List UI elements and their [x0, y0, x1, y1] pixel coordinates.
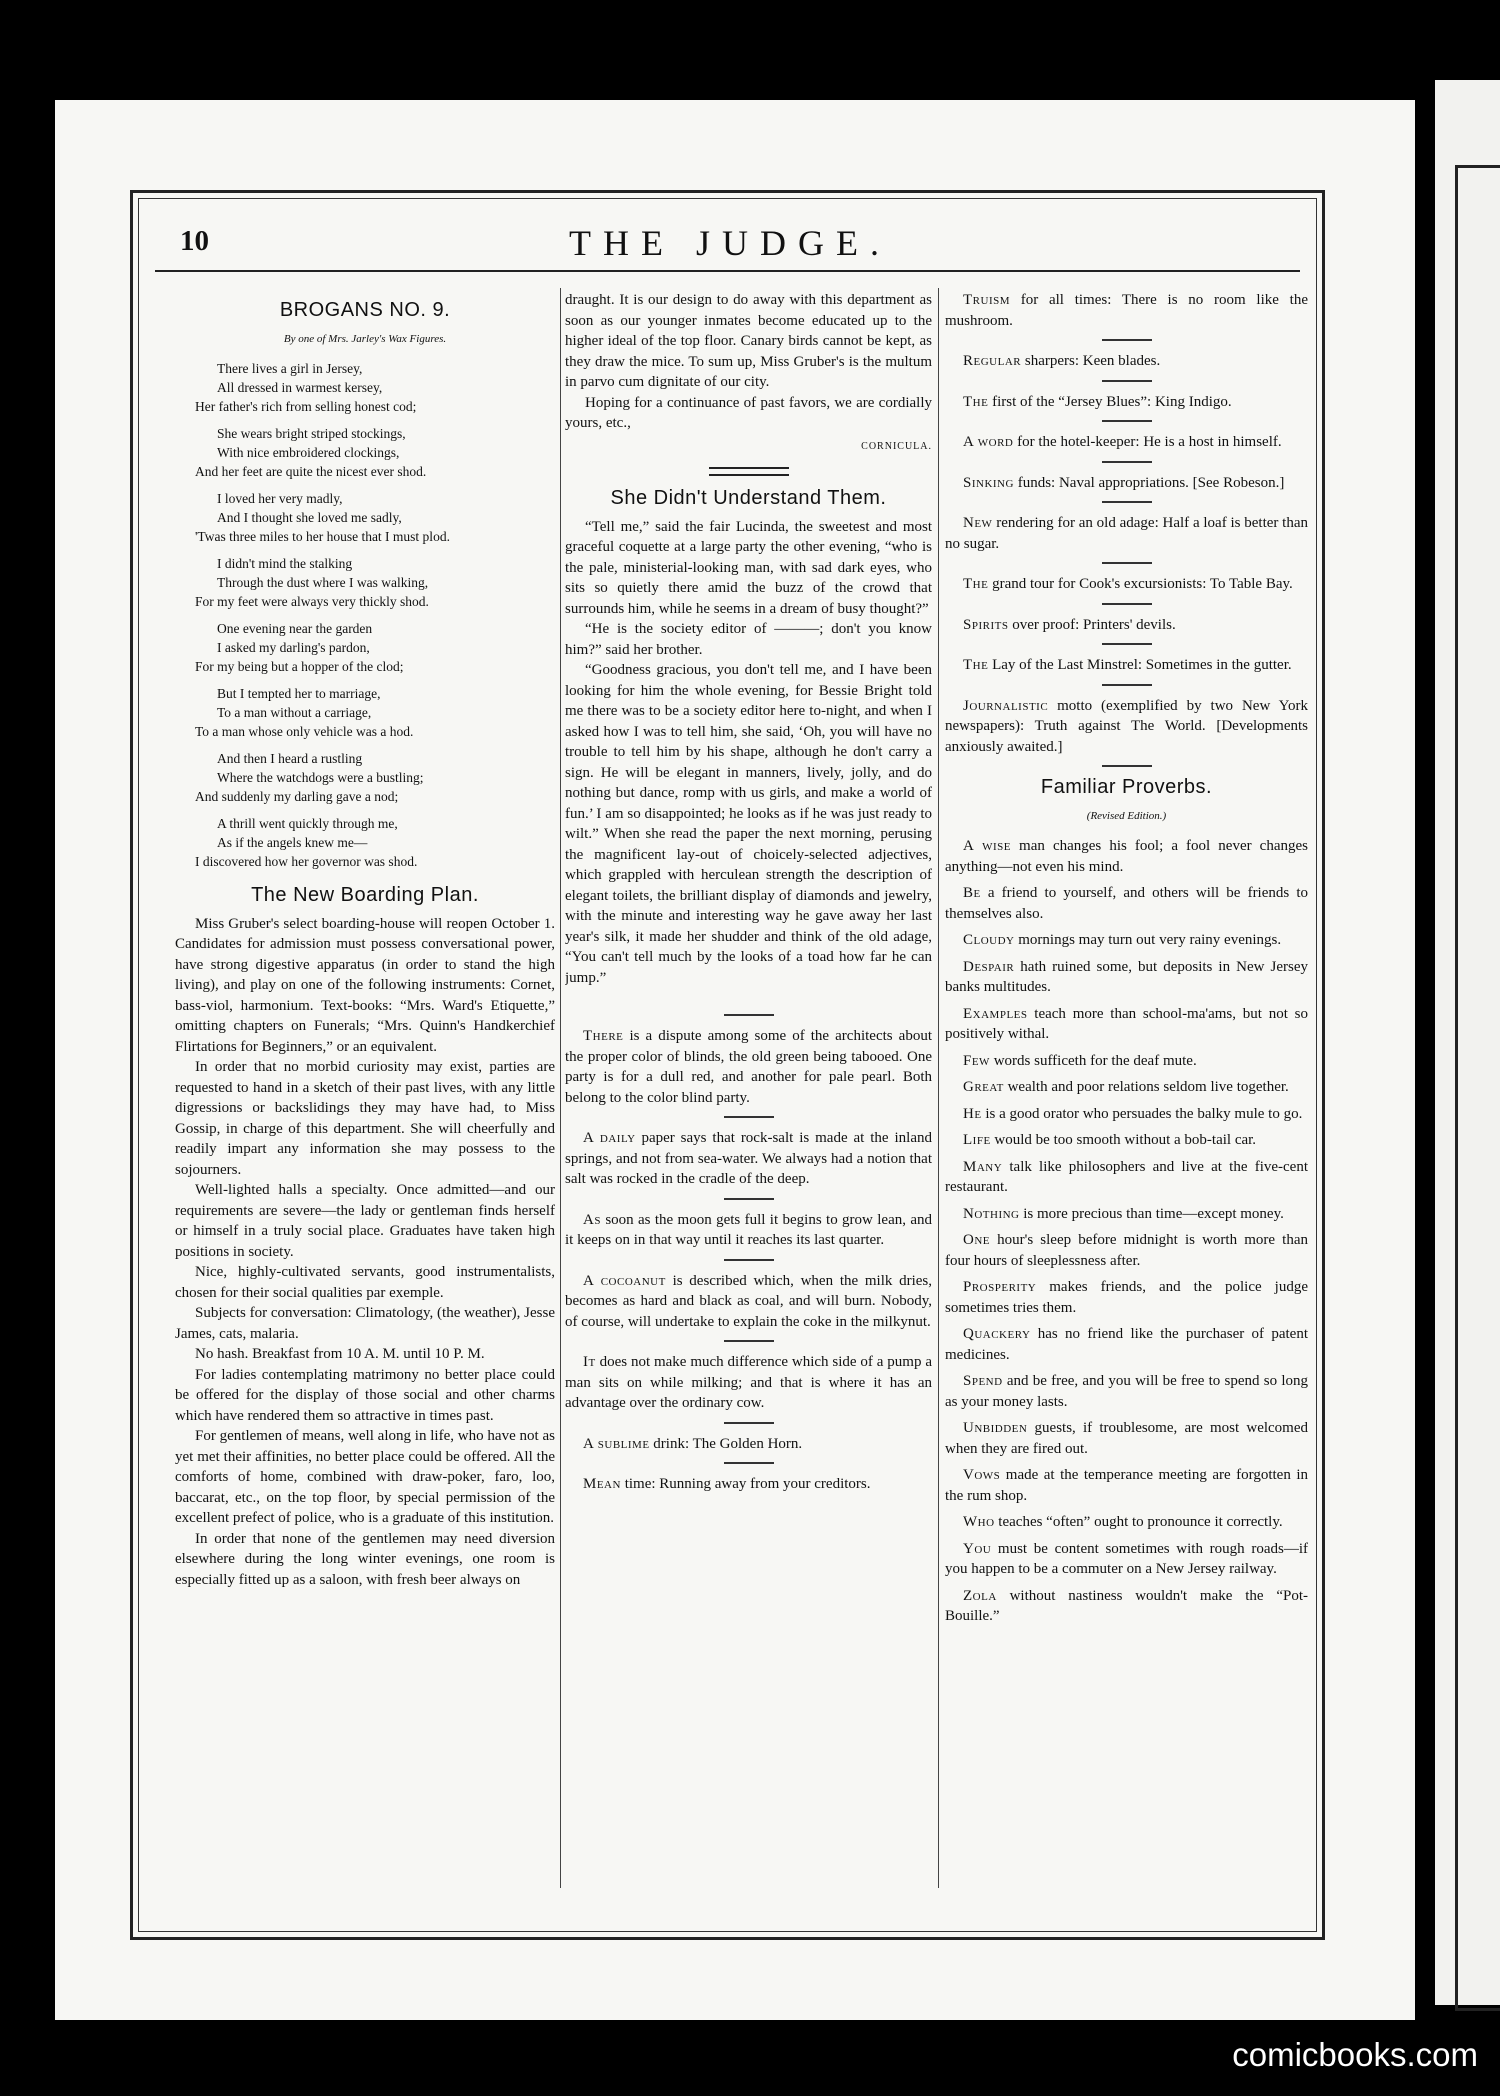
poem-title: BROGANS NO. 9. [279, 299, 451, 321]
item-text: motto (exemplified by two New York newspapers): Truth against The World. [Developments anxiously awaited.] [945, 697, 1308, 755]
item-lead-word: One [963, 1232, 990, 1248]
item-paragraph [945, 432, 1308, 453]
item-rule [1102, 380, 1152, 382]
item-text: man changes his fool; a fool never changes anything—not even his mind. [945, 838, 1308, 875]
item-rule [1102, 420, 1152, 422]
paragraph: “Goodness gracious, you don't tell me, and I have been looking for him the whole evening, for Bessie Bright told me there was to be a society editor here to-night, and when I asked how I was to tell him, she said, ‘Oh, you will have no trouble to tell him by his shape, although he don't carry a sign. He will be elegant in manners, lively, jolly, and do nothing but dance, romp with us girls, and make a world of fun.’ I am so disappointed; he looks as if he was just ready to wilt.” When she read the paper the next morning, perusing the magnificent lay-out of choicely-selected adjectives, which grappled with herculean strength the description of elegant toilets, the brilliant display of diamonds and jewelry, with the minute and interesting way he gave away her last year's silk, it made her shudder and think of the old adage, “You can't tell much by the looks of a toad how far he can jump.” [565, 662, 932, 986]
paragraph: In order that none of the gentlemen may need diversion elsewhere during the long winter evenings, one room is especially fitted up as a saloon, with fresh beer always on [175, 1530, 555, 1588]
item-text: for the hotel-keeper: He is a host in himself. [1013, 434, 1282, 450]
item-paragraph [945, 473, 1308, 494]
item-lead-word: You [963, 1540, 992, 1557]
item-text: hath ruined some, but deposits in New Jersey banks multitudes. [945, 958, 1308, 995]
poem-line: One evening near the garden [217, 621, 373, 636]
item-lead-word: The [963, 393, 989, 410]
item-paragraph [945, 957, 1308, 998]
item-text: over proof: Printers' devils. [1008, 616, 1176, 633]
item-text: does not make much difference which side of a pump a man sits on while milking; and that is where it has an advantage over the ordinary cow. [565, 1354, 932, 1411]
item-lead-word: Nothing [963, 1205, 1020, 1222]
item-rule [724, 1462, 774, 1464]
poem-line: To a man without a carriage, [217, 705, 372, 720]
item-lead-word: Despair [963, 958, 1015, 975]
item-rule [724, 1014, 774, 1016]
item-text: Lay of the Last Minstrel: Sometimes in the gutter. [988, 657, 1292, 673]
item-text: paper says that rock-salt is made at the inland springs, and not from sea-water. We always had a notion that salt was rocked in the cradle of the deep. [565, 1130, 932, 1187]
item-lead-word: Quackery [963, 1326, 1031, 1342]
item-text: teaches “often” ought to pronounce it correctly. [994, 1514, 1283, 1530]
item-lead-word: Cloudy [963, 932, 1015, 948]
paragraph: In order that no morbid curiosity may exist, parties are requested to hand in a sketch of their past lives, with any little digressions or backslidings they may have had, to Miss Gossip, in charge of this department. She will cheerfully and readily impart any information she may possess to the sojourners. [175, 1059, 555, 1178]
item-text: rendering for an old adage: Half a loaf is better than no sugar. [945, 515, 1308, 552]
item-text: wealth and poor relations seldom live together. [1003, 1079, 1289, 1095]
adjacent-page-edge [1435, 80, 1500, 2005]
paragraph: No hash. Breakfast from 10 A. M. until 10 P. M. [195, 1346, 485, 1362]
item-lead-word: A daily [583, 1130, 636, 1146]
paragraph: Subjects for conversation: Climatology, (the weather), Jesse James, cats, malaria. [175, 1305, 555, 1342]
item-lead-word: Be [963, 885, 981, 901]
item-paragraph [945, 290, 1308, 331]
item-text: without nastiness wouldn't make the “Pot-Bouille.” [945, 1587, 1308, 1624]
signature: CORNICULA. [861, 440, 932, 452]
item-rule [724, 1198, 774, 1200]
item-text: has no friend like the purchaser of patent medicines. [945, 1326, 1308, 1363]
poem-line: All dressed in warmest kersey, [217, 380, 383, 395]
col3-paragraphs [945, 290, 1308, 767]
item-text: made at the temperance meeting are forgotten in the rum shop. [945, 1467, 1308, 1504]
item-paragraph [945, 1204, 1308, 1225]
col2-paragraphs [565, 1026, 932, 1495]
item-lead-word: A word [963, 434, 1014, 450]
item-lead-word: As [583, 1211, 601, 1228]
item-paragraph [565, 1128, 932, 1190]
item-lead-word: He [963, 1105, 982, 1122]
item-lead-word: Journalistic [963, 697, 1049, 714]
paragraph: Hoping for a continuance of past favors, we are cordially yours, etc., [565, 394, 932, 431]
item-text: teach more than school-ma'ams, but not so positively withal. [945, 1005, 1308, 1042]
item-paragraph [945, 1418, 1308, 1459]
item-text: sharpers: Keen blades. [1021, 353, 1161, 369]
masthead-rule [155, 270, 1300, 272]
poem-stanza [195, 489, 555, 546]
item-paragraph [945, 574, 1308, 595]
paragraph: Miss Gruber's select boarding-house will reopen October 1. Candidates for admission must possess conversational power, have strong digestive apparatus (in order to stand the high living), and play on one of the following instruments: Cornet, bass-viol, harmonium. Text-books: “Mrs. Ward's Etiquette,” omitting chapters on Funerals; “Mrs. Quinn's Handkerchief Flirtations for Beginners,” or an equivalent. [175, 915, 555, 1055]
item-text: hour's sleep before midnight is worth more than four hours of sleeplessness after. [945, 1232, 1308, 1269]
item-lead-word: A cocoanut [583, 1272, 666, 1289]
item-lead-word: Spend [963, 1373, 1003, 1389]
poem-line: 'Twas three miles to her house that I must plod. [195, 529, 450, 544]
item-rule [724, 1340, 774, 1342]
item-rule [1102, 501, 1152, 503]
poem-line: I asked my darling's pardon, [217, 640, 370, 655]
item-paragraph [945, 930, 1308, 951]
item-text: is a good orator who persuades the balky mule to go. [981, 1105, 1303, 1122]
poem-byline: By one of Mrs. Jarley's Wax Figures. [283, 332, 447, 345]
column-3 [945, 290, 1308, 1926]
item-rule [1102, 684, 1152, 686]
poem-line: And I thought she loved me sadly, [217, 510, 402, 525]
paragraph: For ladies contemplating matrimony no better place could be offered for the display of those social and other charms which have rendered them so attractive in times past. [175, 1366, 555, 1424]
didnt-article [565, 517, 932, 989]
poem-line: A thrill went quickly through me, [217, 816, 398, 831]
item-rule [1102, 643, 1152, 645]
item-paragraph [945, 1512, 1308, 1533]
item-paragraph [945, 836, 1308, 877]
masthead-title: THE JUDGE. [569, 223, 891, 263]
poem-stanzas [175, 359, 555, 871]
item-text: mornings may turn out very rainy evenings. [1014, 932, 1282, 948]
item-lead-word: Spirits [963, 616, 1009, 633]
item-lead-word: There [583, 1028, 624, 1044]
item-paragraph [945, 1465, 1308, 1506]
poem-stanza [195, 749, 555, 806]
boarding-title: The New Boarding Plan. [251, 884, 479, 906]
item-lead-word: Truism [963, 292, 1011, 308]
poem-line: I didn't mind the stalking [217, 556, 353, 571]
item-paragraph [945, 351, 1308, 372]
column-1 [175, 290, 555, 1926]
item-paragraph [945, 615, 1308, 636]
item-paragraph [945, 1130, 1308, 1151]
poem-line: I loved her very madly, [217, 491, 343, 506]
item-lead-word: Life [963, 1132, 991, 1148]
item-rule [1102, 339, 1152, 341]
item-paragraph [565, 1271, 932, 1333]
poem-stanza [195, 619, 555, 676]
paragraph: For gentlemen of means, well along in life, who have not as yet met their affinities, no better place could be offered. All the comforts of home, combined with draw-poker, faro, loo, baccarat, etc., on the top floor, by special permission of the excellent prefect of police, who is a graduate of this institution. [175, 1428, 555, 1526]
poem-line: Through the dust where I was walking, [217, 575, 429, 590]
item-paragraph [945, 1277, 1308, 1318]
item-paragraph [945, 1051, 1308, 1072]
item-paragraph [945, 1104, 1308, 1125]
poem-line: For my being but a hopper of the clod; [195, 659, 404, 674]
item-lead-word: A sublime [583, 1435, 650, 1452]
item-rule [1102, 461, 1152, 463]
item-text: for all times: There is no room like the mushroom. [945, 292, 1308, 329]
item-lead-word: The [963, 657, 989, 673]
item-rule [1102, 562, 1152, 564]
item-lead-word: Vows [963, 1467, 1001, 1483]
poem-stanza [195, 814, 555, 871]
item-lead-word: Prosperity [963, 1279, 1037, 1295]
item-text: talk like philosophers and live at the five-cent restaurant. [945, 1158, 1308, 1195]
poem-stanza [195, 554, 555, 611]
paragraph: “Tell me,” said the fair Lucinda, the sweetest and most graceful coquette at a large party the other evening, “who is the pale, ministerial-looking man, with sad dark eyes, who sits so quietly there amid the buzz of the crowd that surrounds him, while he seems in a dream of busy thought?” [565, 518, 932, 617]
boarding-article [175, 914, 555, 1591]
item-text: drink: The Golden Horn. [649, 1435, 803, 1452]
item-paragraph [565, 1434, 932, 1455]
item-text: grand tour for Cook's excursionists: To Table Bay. [988, 576, 1293, 592]
item-paragraph [945, 655, 1308, 676]
item-paragraph [945, 696, 1308, 758]
poem-line: Her father's rich from selling honest cod; [195, 399, 417, 414]
item-rule [1102, 765, 1152, 767]
item-lead-word: Many [963, 1158, 1003, 1175]
item-paragraph [945, 392, 1308, 413]
item-text: first of the “Jersey Blues”: King Indigo. [988, 393, 1232, 410]
item-paragraph [945, 513, 1308, 554]
item-paragraph [945, 1157, 1308, 1198]
item-lead-word: Zola [963, 1587, 997, 1604]
poem-line: And then I heard a rustling [217, 751, 363, 766]
item-text: is a dispute among some of the architects about the proper color of blinds, the old green being tabooed. One party is for a dull red, and another for pale pearl. Both belong to the color blind party. [565, 1028, 932, 1106]
boarding-continuation [565, 290, 932, 434]
paragraph: Nice, highly-cultivated servants, good instrumentalists, chosen for their social qualities par exemple. [175, 1264, 555, 1301]
item-text: words sufficeth for the deaf mute. [989, 1052, 1197, 1069]
paragraph: draught. It is our design to do away with this department as soon as our younger inmates become educated up to the higher ideal of the top floor. Canary birds cannot be kept, as they draw the mice. To sum up, Miss Gruber's is the multum in parvo cum dignitate of our city. [565, 292, 932, 390]
item-paragraph [945, 883, 1308, 924]
poem-line: She wears bright striped stockings, [217, 426, 406, 441]
item-text: is described which, when the milk dries, becomes as hard and black as coal, and will burn. Nobody, of course, will undertake to explain the coke in the milkynut. [565, 1272, 932, 1330]
item-lead-word: Regular [963, 353, 1022, 369]
section-rule [709, 467, 789, 476]
item-paragraph [565, 1210, 932, 1251]
item-paragraph [945, 1586, 1308, 1627]
poem-stanza [195, 424, 555, 481]
item-text: would be too smooth without a bob-tail car. [990, 1132, 1257, 1148]
item-rule [724, 1259, 774, 1261]
item-text: funds: Naval appropriations. [See Robeson.] [1013, 474, 1285, 491]
item-text: time: Running away from your creditors. [620, 1476, 871, 1492]
item-paragraph [945, 1539, 1308, 1580]
poem-line: I discovered how her governor was shod. [195, 854, 418, 869]
poem-line: And suddenly my darling gave a nod; [195, 789, 399, 804]
item-paragraph [945, 1230, 1308, 1271]
item-lead-word: Mean [583, 1476, 621, 1492]
paragraph: “He is the society editor of ———; don't you know him?” said her brother. [565, 621, 932, 658]
item-text: is more precious than time—except money. [1019, 1205, 1284, 1222]
column-divider [560, 288, 561, 1888]
item-text: must be content sometimes with rough roads—if you happen to be a commuter on a New Jersey railway. [945, 1540, 1308, 1577]
item-text: makes friends, and the police judge sometimes tries them. [945, 1279, 1308, 1316]
paragraph: Well-lighted halls a specialty. Once admitted—and our requirements are severe—the lady or gentleman finds herself or himself in a truly social place. Graduates have taken high positions in society. [175, 1182, 555, 1260]
proverbs-list [945, 836, 1308, 1627]
item-lead-word: Few [963, 1052, 990, 1069]
poem-stanza [195, 684, 555, 741]
item-rule [1102, 603, 1152, 605]
item-text: and be free, and you will be free to spend so long as your money lasts. [945, 1373, 1308, 1410]
poem-line: Where the watchdogs were a bustling; [217, 770, 424, 785]
poem-line: And her feet are quite the nicest ever shod. [195, 464, 427, 479]
poem-line: For my feet were always very thickly shod. [195, 594, 429, 609]
item-paragraph [945, 1371, 1308, 1412]
poem-stanza [195, 359, 555, 416]
item-lead-word: The [963, 576, 989, 592]
item-rule [724, 1422, 774, 1424]
poem-line: There lives a girl in Jersey, [217, 361, 363, 376]
poem-line: To a man whose only vehicle was a hod. [195, 724, 414, 739]
poem-line: As if the angels knew me— [217, 835, 368, 850]
item-lead-word: Who [963, 1514, 995, 1530]
item-text: a friend to yourself, and others will be friends to themselves also. [945, 885, 1308, 922]
column-2 [565, 290, 932, 1926]
item-lead-word: Unbidden [963, 1420, 1028, 1436]
item-lead-word: A wise [963, 838, 1011, 854]
item-lead-word: Examples [963, 1005, 1028, 1022]
item-rule [724, 1116, 774, 1118]
watermark: comicbooks.com [1232, 2036, 1478, 2073]
item-paragraph [565, 1026, 932, 1108]
page-number: 10 [180, 225, 209, 257]
item-text: guests, if troublesome, are most welcomed when they are fired out. [945, 1420, 1308, 1457]
proverbs-subtitle: (Revised Edition.) [1086, 809, 1167, 822]
poem-line: But I tempted her to marriage, [217, 686, 381, 701]
item-paragraph [945, 1077, 1308, 1098]
poem-line: With nice embroidered clockings, [217, 445, 400, 460]
didnt-title: She Didn't Understand Them. [610, 487, 887, 509]
item-lead-word: Great [963, 1079, 1004, 1095]
item-paragraph [565, 1352, 932, 1414]
item-lead-word: New [963, 515, 993, 531]
item-lead-word: It [583, 1354, 596, 1370]
item-lead-word: Sinking [963, 474, 1014, 491]
item-text: soon as the moon gets full it begins to grow lean, and it keeps on in that way until it reaches its last quarter. [565, 1211, 932, 1248]
column-divider [938, 288, 939, 1888]
item-paragraph [565, 1474, 932, 1495]
item-paragraph [945, 1324, 1308, 1365]
item-paragraph [945, 1004, 1308, 1045]
proverbs-title: Familiar Proverbs. [1040, 776, 1213, 798]
